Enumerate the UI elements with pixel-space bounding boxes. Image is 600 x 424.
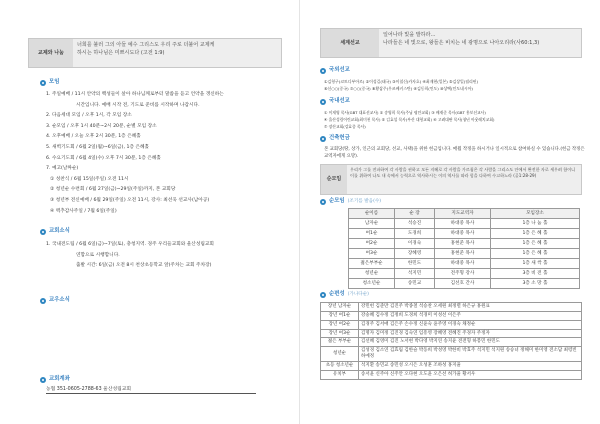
- world-mission-label: 세계선교: [321, 29, 379, 57]
- domestic-mission-list: ① 이재영 목사(GBT 대표선교사) ② 송영희 목사(주님 평안교회) ③ 배재준 목사(GBT 홍보선교사) ④ 울산성림어린교회(최미천 목사) ⑤ 김효섭 목사(부산 대형교회) ⑥ 고려대판 목사(청년 아웃레치교회) ⑦ 장산교회(강효종 목사): [324, 110, 495, 129]
- overseas-mission-title: 국외선교: [320, 67, 350, 74]
- bullet-icon: [40, 229, 46, 235]
- meeting-item: 시간입니다. 예배 시작 전, 기도로 준비를 시작하며 나갑시다.: [76, 102, 200, 108]
- world-mission-header: [320, 28, 582, 58]
- cell-meeting-verse: 우리가 그를 전파하여 각 사람을 권하고 모든 지혜로 각 사람을 가르침은 각 사람을 그리스도 안에서 완전한 자로 세우려 함이니 이를 위하여 나도 내 속에서 능력으로 역사하시는 이의 역사를 따라 힘을 다하여 수고하노라 (골1:28-29): [347, 165, 581, 194]
- overseas-mission-list: ①김형구(코트디부아르) ②이성길(태국) ③이철신(카자흐) ④최재현(일본) ⑤김상일(필리핀) ⑥신○○(중국) ⑦○○(중국) ⑧황삼주(우즈베키스탄) ⑨김동희(인도) ⑩상택(인도네시아): [324, 79, 479, 91]
- meeting-item: 1. 주일예배 / 11시 안약의 백성들이 살아 하나님께로부터 말씀을 듣고 언약을 갱신하는: [46, 92, 224, 97]
- meeting-item: ① 성찬식 / 6월 15일(주일) 오전 11시: [50, 176, 129, 182]
- table-row: 젊은부부순 한민도 하대중 목사 1층 새 싹 홀: [349, 259, 580, 269]
- fellowship-header: [28, 38, 282, 68]
- table-row: 청년순 석지민 전주형 강사 3층 비 전 홀: [349, 269, 580, 279]
- bullet-icon: [320, 292, 326, 298]
- news-list: [46, 240, 296, 272]
- building-fund-title: 건축헌금: [320, 135, 350, 142]
- news-section-title: 교회소식: [40, 228, 70, 235]
- meeting-item: 6. 수요기도회 / 6월 4일(수) 오후 7시 30분, 1층 은혜홀: [46, 155, 161, 161]
- members-section-title: 교우소식: [40, 297, 70, 304]
- news-item: 1. 국내전도팀 / 6월 6일(금)~7일(토), 충청지역. 경주 우리들교회와 울산성림교회: [46, 242, 214, 247]
- meetings-section-title: 모임: [40, 79, 59, 86]
- meeting-item: ③ 청년부 전신예배 / 6월 29일(주일) 오전 11시, 강사: 최선욱 선교사(남아공): [50, 197, 210, 203]
- meeting-item: 2. 다음세대 모임 / 오후 1시, 각 모임 장소: [46, 113, 132, 119]
- bullet-icon: [40, 298, 46, 304]
- fellowship-verse-line2: 하시는 하나님은 미쁘시도다 (고전 1:9): [77, 49, 165, 56]
- bullet-icon: [320, 136, 326, 142]
- fellowship-label: 교제와 나눔: [29, 39, 73, 67]
- cell-roster-title: 순편성 (가나다순): [320, 291, 369, 298]
- table-row: 청년순 김성경 김소연 김효림 김한슬 박동희 박성영 박한비 박효주 석지민 석지원 송승녀 정해미 한미영 전소담 최령빈 하예정: [321, 347, 582, 362]
- table-row: 장년 남자순 강민헌 김준만 김진주 박종철 석승찬 오세원 최정렬 하은규 홍원표: [321, 303, 582, 312]
- meeting-item: 4. 오후예배 / 오늘 오후 2시 30분, 1층 은혜홀: [46, 134, 141, 140]
- fellowship-verse-line1: 너희를 불러 그의 아들 예수 그리스도 우리 주로 더불어 교제케: [77, 42, 215, 48]
- cell-table: [348, 208, 580, 289]
- table-header-row: 순이름 순 장 지도교역자 모임장소: [349, 209, 580, 219]
- meeting-item: 7. 예고(날짜순): [46, 166, 79, 172]
- table-row: 초등 청소년순 석지환 송민교 송민성 오시은 오성훈 조하성 홍지율: [321, 361, 582, 370]
- table-row: 장년 여1순 강숭혜 김수정 김정희 도경희 석경미 이성선 이은주: [321, 311, 582, 320]
- cell-table-title: 순모임 (조기를 발음(수): [320, 198, 381, 205]
- bullet-icon: [320, 199, 326, 205]
- cell-meeting-header: [320, 164, 582, 195]
- meeting-item: ④ 맥추감사주일 / 7월 6일(주일): [50, 208, 117, 214]
- building-fund-text: 본 교회당(땅, 상가, 인근의 교회당, 선교, 사택)을 위한 헌금입니다. 매월 작정을 하시거나 일시적으로 참여하실 수 있습니다.(헌금 작정은 교역자에게 요망).: [324, 147, 585, 159]
- cell-roster-table: [320, 302, 582, 380]
- news-item: 연합으로 시행합니다.: [76, 252, 120, 258]
- table-row: 유치부 송서윤 신주아 신주안 오다현 오도윤 오은선 허가율 황서우: [321, 370, 582, 379]
- bullet-icon: [40, 377, 46, 383]
- meeting-item: 5. 새벽기도회 / 6월 2일(월)~6일(금), 1층 은혜홀: [46, 144, 150, 150]
- table-row: 젊은 부부순 김선혜 김영미 김진 노서현 박다영 박지연 송지윤 전전형 하봉민 한민도: [321, 338, 582, 347]
- right-page: [300, 0, 600, 424]
- mission-verse-line2: 나라들은 네 빛으로, 왕들은 비치는 네 광명으로 나아오리라(사60:1,3): [383, 39, 540, 46]
- news-item: 출발 시간: 6일(금) 오전 8시 천상초등학교 앞(주차는 교회 주차장): [76, 263, 212, 269]
- cell-meeting-label: 순모임: [321, 165, 347, 194]
- meeting-item: ② 청년순 수련회 / 6월 27일(금)~29일(주일)까지, 본 교회당: [50, 187, 176, 193]
- table-row: 여3순 장혜영 홍현준 목사 1층 은 혜 홀: [349, 249, 580, 259]
- bullet-icon: [40, 80, 46, 86]
- mission-verse-line1: 일어나라 빛을 발하라…: [383, 32, 436, 38]
- table-row: 장년 여3순 김명자 김미정 김진경 김숙연 임흥영 장혜영 전혜진 주경자 주정자: [321, 329, 582, 338]
- table-row: 청소년순 송민교 김선호 간사 3층 소 망 홀: [349, 279, 580, 289]
- table-row: 장년 여2순 김경주 김서애 김은주 손수정 신윤숙 윤주영 이경숙 채정순: [321, 320, 582, 329]
- meetings-list: [46, 90, 296, 217]
- bullet-icon: [320, 68, 326, 74]
- table-row: 남자순 석승진 하대중 목사 1층 나 눔 홀: [349, 219, 580, 229]
- account-number: 농협 351-0605-2788-63 울산성림교회: [46, 387, 256, 394]
- meeting-item: 3. 순모임 / 오후 1시 40분~2시 20분, 순별 모임 장소: [46, 123, 157, 129]
- table-row: 여1순 도경희 하대중 목사 1층 은 혜 홀: [349, 229, 580, 239]
- table-row: 여2순 이경숙 홍현준 목사 1층 은 혜 홀: [349, 239, 580, 249]
- domestic-mission-title: 국내선교: [320, 98, 350, 105]
- account-section-title: 교회계좌: [40, 376, 70, 383]
- bullet-icon: [320, 99, 326, 105]
